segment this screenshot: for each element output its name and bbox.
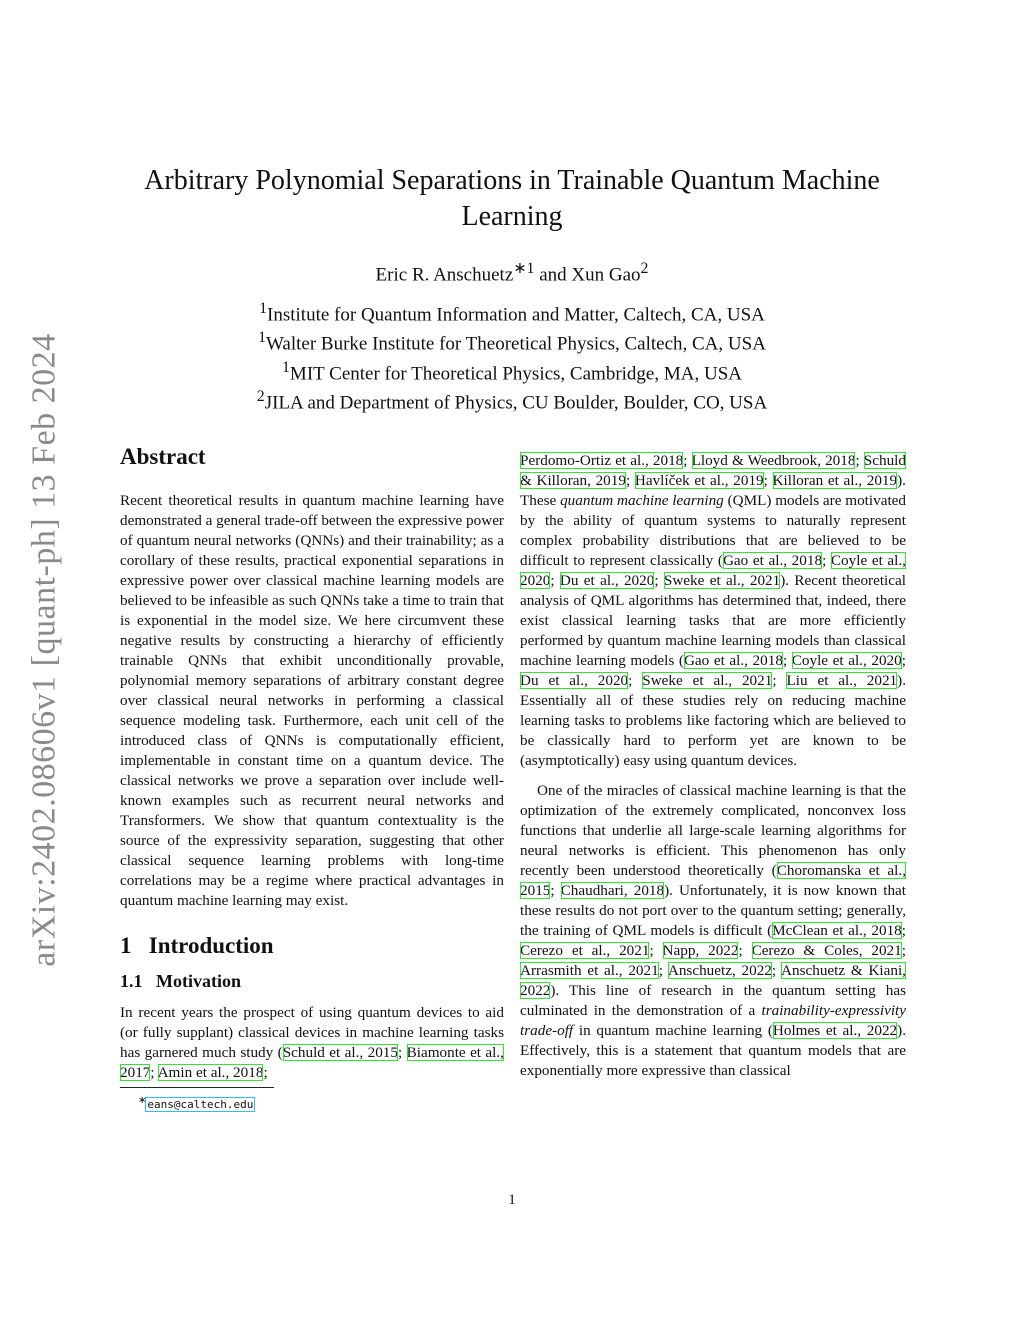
citation-link[interactable]: Coyle et al., 2020 bbox=[520, 552, 906, 589]
body-text: ). Recent theoretical analysis of QML algorithms has determined that, indeed, there exist classical learning tasks that are more efficiently performed by quantum machine learning models than classical machine learning models ( bbox=[520, 572, 906, 669]
emphasis-text: trainability-expressivity trade-off bbox=[520, 1002, 906, 1039]
subsection-title: Motivation bbox=[156, 971, 241, 991]
citation-link[interactable]: Du et al., 2020 bbox=[520, 672, 629, 689]
section-title: Introduction bbox=[148, 933, 274, 958]
section-number: 1 bbox=[120, 933, 132, 958]
citation-link[interactable]: Amin et al., 2018 bbox=[157, 1064, 264, 1081]
citation-link[interactable]: Killoran et al., 2019 bbox=[772, 472, 898, 489]
citation-link[interactable]: Anschuetz, 2022 bbox=[667, 962, 772, 979]
citation-link[interactable]: Cerezo et al., 2021 bbox=[520, 942, 650, 959]
subsection-heading bbox=[120, 969, 504, 993]
footnote-rule bbox=[120, 1087, 274, 1088]
emphasis-text: quantum machine learning bbox=[560, 492, 724, 509]
abstract-text: Recent theoretical results in quantum machine learning have demonstrated a general trade-off between the expressive power of quantum neural networks (QNNs) and their trainability; as a corollary of these results, practical exponential separations in expressive power over classical machine learning models are believed to be infeasible as such QNNs take a time to train that is exponential in the model size. We here circumvent these negative results by constructing a hierarchy of efficiently trainable QNNs that exhibit unconditionally provable, polynomial memory separations of arbitrary constant degree over classical neural networks in performing a classical sequence modeling task. Furthermore, each unit cell of the introduced class of QNNs is computationally efficient, implementable in constant time on a quantum device. The classical networks we prove a separation over include well-known examples such as recurrent neural networks and Transformers. We show that quantum contextuality is the source of the expressivity separation, suggesting that other classical sequence learning problems with long-time correlations may be a regime where practical advantages in quantum machine learning may exist. bbox=[120, 492, 504, 909]
abstract-heading: Abstract bbox=[120, 444, 206, 469]
citation-link[interactable]: Arrasmith et al., 2021 bbox=[520, 962, 659, 979]
left-column bbox=[120, 442, 504, 1115]
author-superscript: 2 bbox=[640, 260, 649, 277]
citation-link[interactable]: Coyle et al., 2020 bbox=[791, 652, 902, 669]
citation-link[interactable]: Biamonte et al., 2017 bbox=[120, 1044, 504, 1081]
footnote bbox=[120, 1091, 504, 1115]
citation-link[interactable]: Cerezo & Coles, 2021 bbox=[751, 942, 902, 959]
citation-link[interactable]: Sweke et al., 2021 bbox=[642, 672, 773, 689]
affiliation-line bbox=[100, 385, 924, 414]
right-column bbox=[520, 451, 906, 1081]
body-text: ). Effectively, this is a statement that quantum models that are exponentially more expressive than classical bbox=[520, 1022, 906, 1079]
footnote-mark: ∗ bbox=[138, 1095, 147, 1106]
email-link[interactable]: eans@caltech.edu bbox=[147, 1098, 254, 1111]
section-heading bbox=[120, 931, 504, 961]
affiliations bbox=[100, 297, 924, 414]
page-number: 1 bbox=[508, 1192, 516, 1208]
body-text: ). These bbox=[520, 472, 906, 509]
author-name: Xun Gao bbox=[571, 264, 641, 286]
citation-link[interactable]: Liu et al., 2021 bbox=[786, 672, 898, 689]
author-name: Eric R. Anschuetz bbox=[375, 264, 514, 286]
citation-link[interactable]: Anschuetz & Kiani, 2022 bbox=[520, 962, 906, 999]
citation-link[interactable]: Lloyd & Weedbrook, 2018 bbox=[691, 452, 856, 469]
author-superscript: ∗1 bbox=[513, 260, 535, 277]
intro-paragraph-start: In recent years the prospect of using quantum devices to aid (or fully supplant) classical devices in machine learning tasks has garnered much study (Schuld et al., 2015; Biamonte et al., 2017; Amin et al., 2018; bbox=[120, 1004, 504, 1081]
arxiv-stamp bbox=[24, 333, 66, 967]
affiliation-text: Walter Burke Institute for Theoretical Physics, Caltech, CA, USA bbox=[265, 333, 766, 355]
citation-link[interactable]: McClean et al., 2018 bbox=[772, 922, 902, 939]
body-text: In recent years the prospect of using quantum devices to aid (or fully supplant) classical devices in machine learning tasks has garnered much study ( bbox=[120, 1004, 504, 1061]
paragraph-2: One of the miracles of classical machine learning is that the optimization of the extremely complicated, nonconvex loss functions that underlie all large-scale learning algorithms for neural networks is efficient. This phenomenon has only recently been understood theoretically (Choromanska et al., 2015; Chaudhari, 2018). Unfortunately, it is now known that these results do not port over to the quantum setting; generally, the training of QML models is difficult (McClean et al., 2018; Cerezo et al., 2021; Napp, 2022; Cerezo & Coles, 2021; Arrasmith et al., 2021; Anschuetz, 2022; Anschuetz & Kiani, 2022). This line of research in the quantum setting has culminated in the demonstration of a trainability-expressivity trade-off in quantum machine learning (Holmes et al., 2022). Effectively, this is a statement that quantum models that are exponentially more expressive than classical bbox=[520, 782, 906, 1079]
affiliation-text: MIT Center for Theoretical Physics, Cambridge, MA, USA bbox=[289, 362, 742, 384]
citation-link[interactable]: Gao et al., 2018 bbox=[683, 652, 783, 669]
affiliation-mark: 2 bbox=[256, 387, 265, 405]
body-text: ). Unfortunately, it is now known that these results do not port over to the quantum setting; generally, the training of QML models is difficult ( bbox=[520, 882, 906, 939]
author-conjunction: and bbox=[534, 264, 572, 286]
citation-link[interactable]: Chaudhari, 2018 bbox=[560, 882, 665, 899]
arxiv-identifier: arXiv:2402.08606v1 [quant-ph] 13 Feb 2024 bbox=[26, 333, 63, 967]
body-text: ). Essentially all of these studies rely on reducing machine learning tasks to problems like factoring which are believed to be classically hard to perform yet are known to be (asymptotically) easy using quantum devices. bbox=[520, 672, 906, 769]
citation-link[interactable]: Perdomo-Ortiz et al., 2018 bbox=[520, 452, 684, 469]
citation-link[interactable]: Du et al., 2020 bbox=[559, 572, 655, 589]
paper-title: Arbitrary Polynomial Separations in Trainable Quantum Machine Learning bbox=[144, 165, 880, 232]
affiliation-text: Institute for Quantum Information and Matter, Caltech, CA, USA bbox=[267, 304, 765, 326]
affiliation-line bbox=[100, 326, 924, 355]
author-line bbox=[100, 258, 924, 286]
citation-link[interactable]: Gao et al., 2018 bbox=[722, 552, 823, 569]
citation-link[interactable]: Havlíček et al., 2019 bbox=[634, 472, 764, 489]
affiliation-line bbox=[100, 356, 924, 385]
citation-link[interactable]: Schuld et al., 2015 bbox=[282, 1044, 398, 1061]
citation-link[interactable]: Sweke et al., 2021 bbox=[663, 572, 781, 589]
affiliation-mark: 1 bbox=[259, 300, 268, 317]
affiliation-line bbox=[100, 297, 924, 326]
body-text: (QML) models are motivated by the ability of quantum systems to naturally represent complex probability distributions that are believed to be difficult to represent classically ( bbox=[520, 492, 906, 569]
body-text: in quantum machine learning ( bbox=[573, 1022, 773, 1039]
affiliation-mark: 1 bbox=[282, 358, 290, 376]
citation-link[interactable]: Napp, 2022 bbox=[662, 942, 739, 959]
body-text: ). This line of research in the quantum setting has culminated in the demonstration of a bbox=[520, 982, 906, 1019]
affiliation-mark: 1 bbox=[258, 329, 266, 347]
citation-link[interactable]: Schuld & Killoran, 2019 bbox=[520, 452, 906, 489]
subsection-number: 1.1 bbox=[120, 971, 143, 991]
body-text: One of the miracles of classical machine learning is that the optimization of the extremely complicated, nonconvex loss functions that underlie all large-scale learning algorithms for neural networks is efficient. This phenomenon has only recently been understood theoretically ( bbox=[520, 782, 906, 879]
intro-paragraph-continued: Perdomo-Ortiz et al., 2018; Lloyd & Weedbrook, 2018; Schuld & Killoran, 2019; Havlíček et al., 2019; Killoran et al., 2019). These quantum machine learning (QML) models are motivated by the ability of quantum systems to naturally represent complex probability distributions that are believed to be difficult to represent classically (Gao et al., 2018; Coyle et al., 2020; Du et al., 2020; Sweke et al., 2021). Recent theoretical analysis of QML algorithms has determined that, indeed, there exist classical learning tasks that are more efficiently performed by quantum machine learning models than classical machine learning models (Gao et al., 2018; Coyle et al., 2020; Du et al., 2020; Sweke et al., 2021; Liu et al., 2021). Essentially all of these studies rely on reducing machine learning tasks to problems like factoring which are believed to be classically hard to perform yet are known to be (asymptotically) easy using quantum devices. bbox=[520, 452, 906, 769]
citation-link[interactable]: Choromanska et al., 2015 bbox=[520, 862, 906, 899]
affiliation-text: JILA and Department of Physics, CU Boulder, Boulder, CO, USA bbox=[264, 392, 768, 414]
citation-link[interactable]: Holmes et al., 2022 bbox=[772, 1022, 898, 1039]
